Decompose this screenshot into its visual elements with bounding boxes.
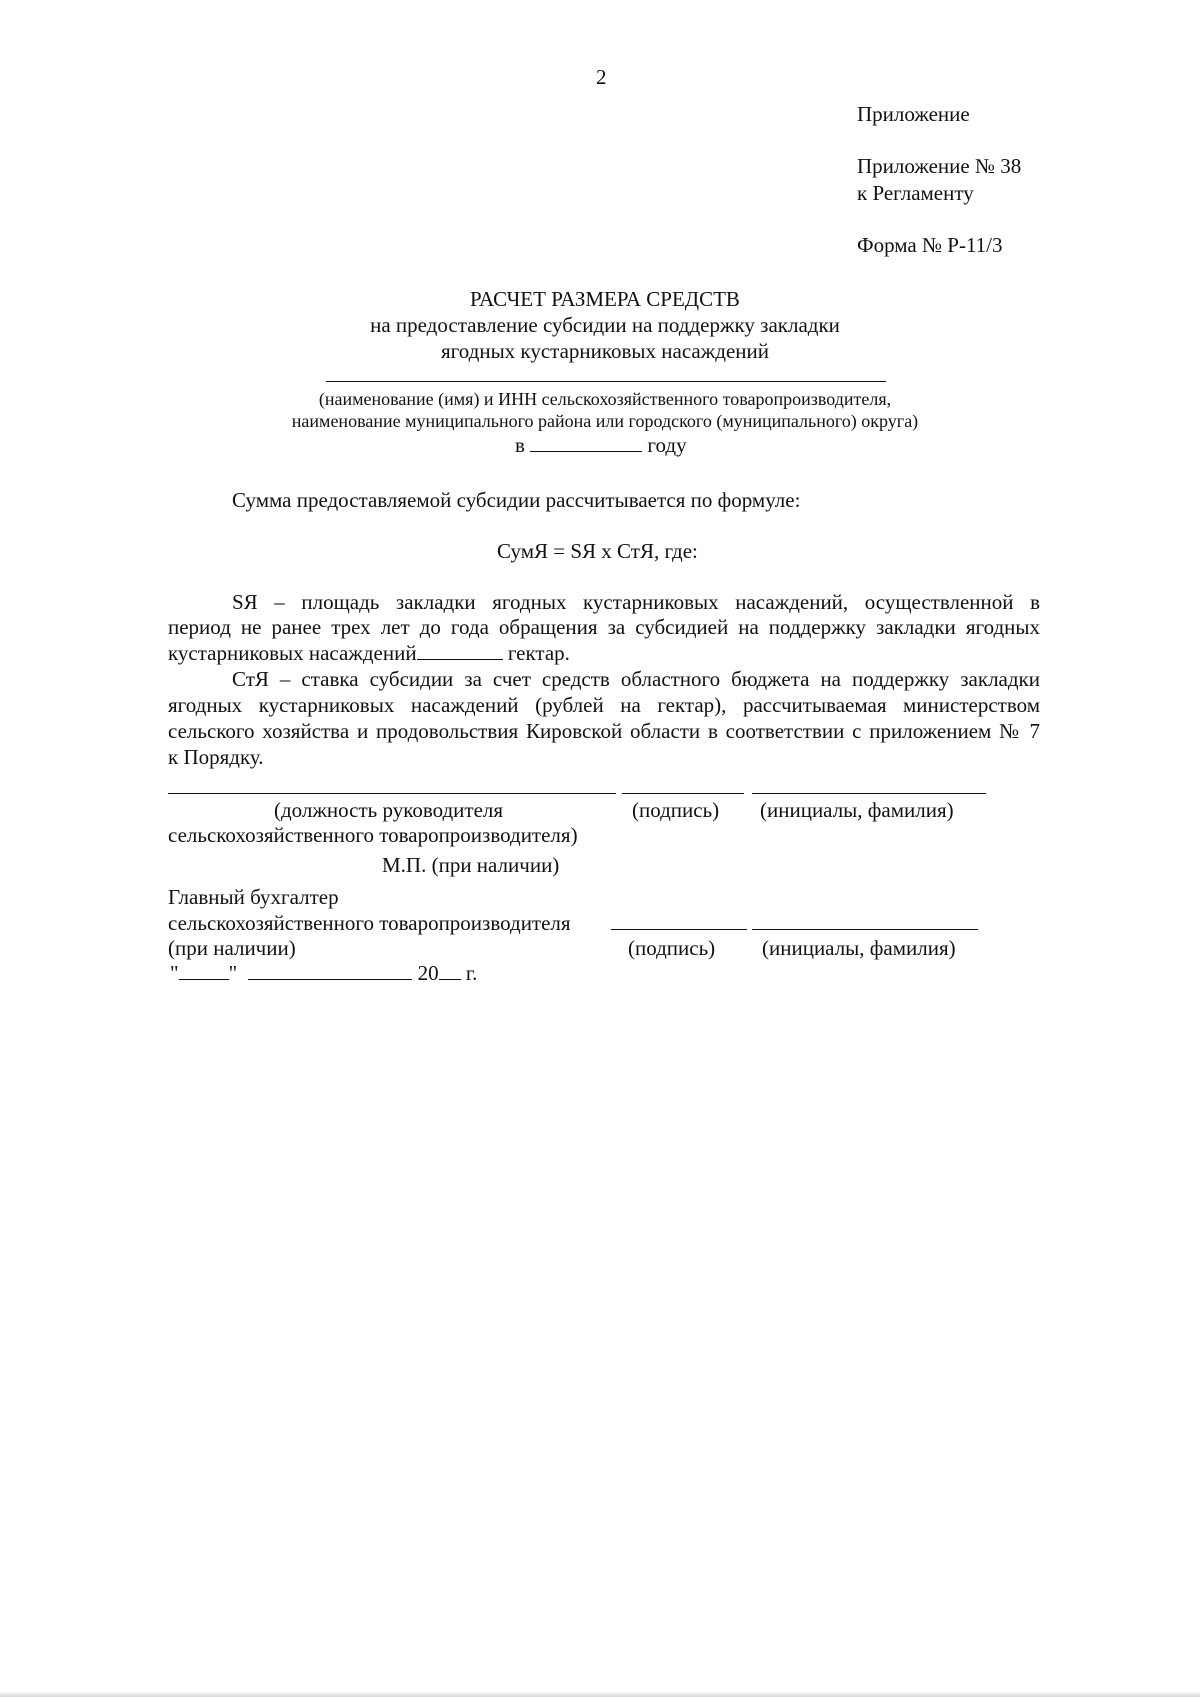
head-position-line — [168, 793, 616, 794]
s-definition-line-2: период не ранее трех лет до года обращения за субсидией на поддержку закладки ягодных — [168, 615, 1040, 639]
year-line — [515, 432, 687, 458]
accountant-signature-line — [611, 929, 747, 930]
st-definition-line-2: ягодных кустарниковых насаждений (рублей на гектар), рассчитываемая министерством — [168, 693, 1040, 717]
s-definition-line-1: SЯ – площадь закладки ягодных кустарниковых насаждений, осуществленной в — [232, 590, 1040, 614]
head-position-caption-1: (должность руководителя — [274, 798, 504, 822]
year-digits-blank — [439, 961, 461, 980]
date-line — [170, 960, 477, 986]
year-prefix: в — [515, 433, 525, 457]
s-definition-text: кустарниковых насаждений — [168, 641, 417, 665]
accountant-signature-caption: (подпись) — [628, 936, 716, 960]
recipient-caption-1: (наименование (имя) и ИНН сельскохозяйственного товаропроизводителя, — [318, 389, 892, 409]
st-definition-line-3: сельского хозяйства и продовольствия Кировской области в соответствии с приложением № 7 — [168, 719, 1040, 743]
appendix-regulation: к Регламенту — [857, 181, 974, 205]
document-title: РАСЧЕТ РАЗМЕРА СРЕДСТВ — [470, 287, 740, 311]
head-name-caption: (инициалы, фамилия) — [760, 798, 954, 822]
formula-intro: Сумма предоставляемой субсидии рассчитывается по формуле: — [232, 488, 801, 512]
accountant-title: Главный бухгалтер — [168, 885, 339, 909]
st-definition-line-4: к Порядку. — [168, 745, 264, 769]
appendix-number: Приложение № 38 — [857, 154, 1022, 178]
form-number: Форма № Р-11/3 — [857, 233, 1003, 257]
year-blank — [530, 433, 642, 452]
stamp-note: М.П. (при наличии) — [382, 853, 560, 877]
date-quote-close: " — [228, 961, 238, 985]
head-name-line — [752, 793, 986, 794]
day-blank — [179, 961, 229, 980]
page-number: 2 — [596, 65, 607, 89]
accountant-note: (при наличии) — [168, 936, 296, 960]
date-suffix: г. — [465, 961, 478, 985]
formula: СумЯ = SЯ х СтЯ, где: — [497, 539, 698, 563]
date-century: 20 — [417, 961, 439, 985]
document-subtitle-2: ягодных кустарниковых насаждений — [441, 339, 769, 363]
accountant-org: сельскохозяйственного товаропроизводителя — [168, 911, 571, 935]
document-subtitle-1: на предоставление субсидии на поддержку закладки — [370, 313, 840, 337]
accountant-name-caption: (инициалы, фамилия) — [762, 936, 956, 960]
area-unit: гектар. — [507, 641, 570, 665]
recipient-name-line — [326, 381, 886, 382]
year-suffix: году — [647, 433, 687, 457]
accountant-name-line — [752, 929, 978, 930]
head-signature-caption: (подпись) — [632, 798, 720, 822]
date-quote-open: " — [170, 961, 179, 985]
head-signature-line — [622, 793, 744, 794]
area-blank — [417, 641, 503, 660]
recipient-caption-2: наименование муниципального района или городского (муниципального) округа) — [291, 411, 919, 431]
st-definition-line-1: СтЯ – ставка субсидии за счет средств областного бюджета на поддержку закладки — [232, 667, 1040, 691]
s-definition-line-3 — [168, 640, 570, 666]
head-position-caption-2: сельскохозяйственного товаропроизводителя) — [168, 823, 578, 847]
appendix-label: Приложение — [857, 102, 970, 126]
month-blank — [248, 961, 412, 980]
scan-bottom-edge — [0, 1691, 1200, 1697]
